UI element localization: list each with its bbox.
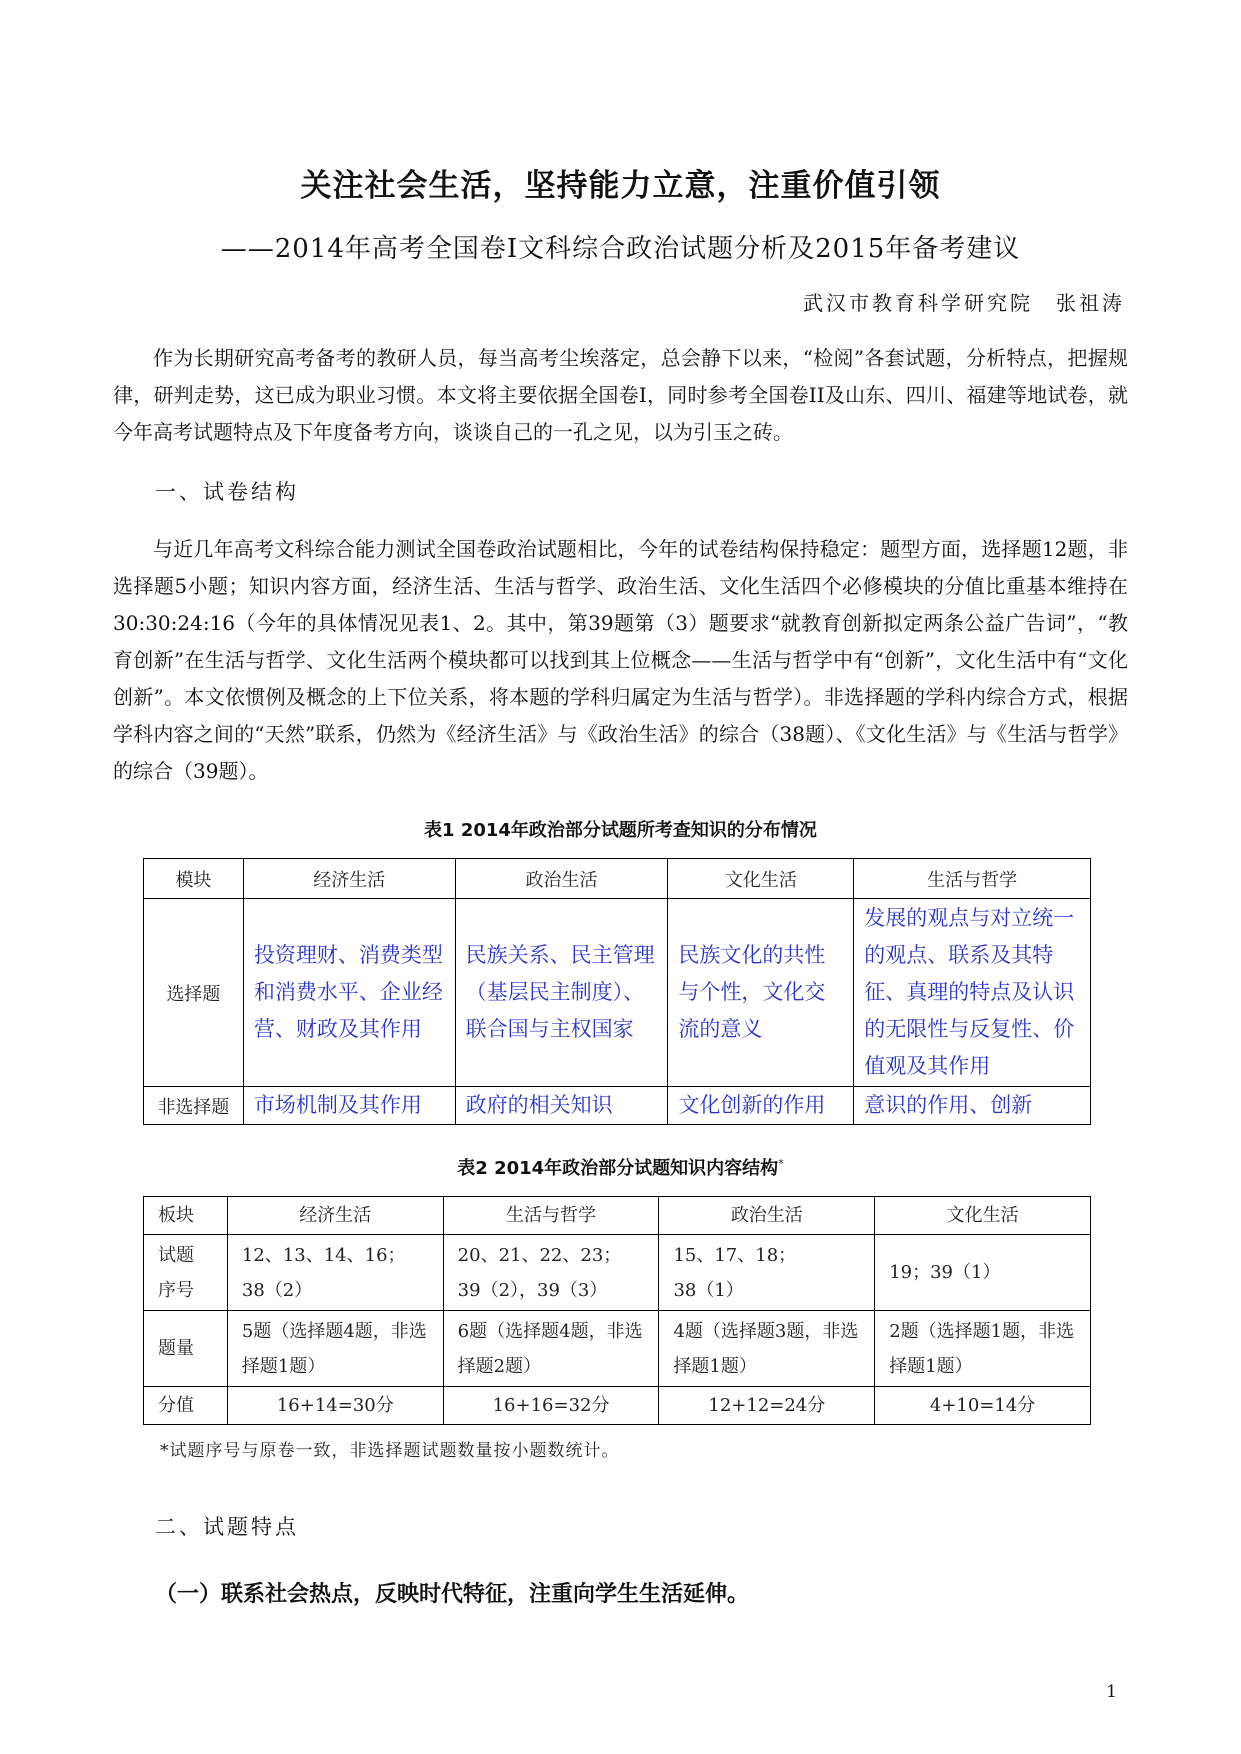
- table2-cell: 4+10=14分: [875, 1387, 1091, 1425]
- knowledge-distribution-table: [143, 858, 1091, 1125]
- table2-cell: 4题（选择题3题，非选择题1题）: [659, 1311, 875, 1387]
- table2-cell: 6题（选择题4题，非选择题2题）: [443, 1311, 659, 1387]
- table2-row-label-number: [144, 1235, 228, 1311]
- table2-cell-line: 20、21、22、23；: [457, 1244, 622, 1266]
- article-title: 关注社会生活，坚持能力立意，注重价值引领: [300, 168, 941, 204]
- table2-cell-line: 39（2），39（3）: [457, 1279, 608, 1301]
- table1-header-module: 模块: [144, 859, 244, 899]
- table2-cell: 12+12=24分: [659, 1387, 875, 1425]
- table2-cell: 19；39（1）: [875, 1235, 1091, 1311]
- table2-label-line: 序号: [158, 1279, 194, 1301]
- table2-cell-line: 12、13、14、16；: [241, 1244, 406, 1266]
- table1-header-politics: 政治生活: [455, 859, 668, 899]
- table2-label-line: 试题: [158, 1244, 194, 1266]
- table2-cell-line: 15、17、18；: [673, 1244, 797, 1266]
- table2-cell-line: 38（2）: [241, 1279, 313, 1301]
- section-heading-features: 二、试题特点: [155, 1515, 299, 1539]
- structure-paragraph: 与近几年高考文科综合能力测试全国卷政治试题相比，今年的试卷结构保持稳定：题型方面，选择题12题，非选择题5小题；知识内容方面，经济生活、生活与哲学、政治生活、文化生活四个必修模块的分值比重基本维持在30:30:24:16（今年的具体情况见表1、2。其中，第39题第（3）题要求“就教育创新拟定两条公益广告词”，“教育创新”在生活与哲学、文化生活两个模块都可以找到其上位概念——生活与哲学中有“创新”，文化生活中有“文化创新”。本文依惯例及概念的上下位关系，将本题的学科归属定为生活与哲学）。非选择题的学科内综合方式，根据学科内容之间的“天然”联系，仍然为《经济生活》与《政治生活》的综合（38题）、《文化生活》与《生活与哲学》的综合（39题）。: [113, 537, 1128, 783]
- content-structure-table: [143, 1196, 1091, 1425]
- table2-header-politics: 政治生活: [659, 1197, 875, 1235]
- table2-header-economy: 经济生活: [227, 1197, 443, 1235]
- table2-cell: [659, 1235, 875, 1311]
- table2-row-label-count: 题量: [144, 1311, 228, 1387]
- section-heading-structure: 一、试卷结构: [155, 480, 299, 504]
- page-number: 1: [1106, 1682, 1117, 1702]
- table2-caption: [0, 1154, 1241, 1180]
- table2-row-label-score: 分值: [144, 1387, 228, 1425]
- table2-cell: 16+14=30分: [227, 1387, 443, 1425]
- intro-paragraph: 作为长期研究高考备考的教研人员，每当高考尘埃落定，总会静下以来，“检阅”各套试题，分析特点，把握规律，研判走势，这已成为职业习惯。本文将主要依据全国卷I，同时参考全国卷II及山东、四川、福建等地试卷，就今年高考试题特点及下年度备考方向，谈谈自己的一孔之见，以为引玉之砖。: [113, 346, 1128, 444]
- table2-caption-mark: *: [778, 1157, 784, 1170]
- table1-cell: 发展的观点与对立统一的观点、联系及其特征、真理的特点及认识的无限性与反复性、价值观及其作用: [854, 899, 1091, 1087]
- table1-cell: 文化创新的作用: [668, 1087, 854, 1125]
- table1-cell: 投资理财、消费类型和消费水平、企业经营、财政及其作用: [243, 899, 455, 1087]
- table2-cell: 16+16=32分: [443, 1387, 659, 1425]
- table1-cell: 政府的相关知识: [455, 1087, 668, 1125]
- table2-header-block: 板块: [144, 1197, 228, 1235]
- table1-cell: 民族文化的共性与个性，文化交流的意义: [668, 899, 854, 1087]
- table2-header-culture: 文化生活: [875, 1197, 1091, 1235]
- table2-cell: 5题（选择题4题，非选择题1题）: [227, 1311, 443, 1387]
- article-subtitle: ——2014年高考全国卷I文科综合政治试题分析及2015年备考建议: [220, 234, 1021, 264]
- table2-cell: 2题（选择题1题，非选择题1题）: [875, 1311, 1091, 1387]
- table1-cell: 民族关系、民主管理（基层民主制度）、联合国与主权国家: [455, 899, 668, 1087]
- author-line: 武汉市教育科学研究院 张祖涛: [803, 291, 1125, 315]
- table1-header-economy: 经济生活: [243, 859, 455, 899]
- table2-cell: [227, 1235, 443, 1311]
- table1-row-label-nonchoice: 非选择题: [144, 1087, 244, 1125]
- table2-cell-line: 38（1）: [673, 1279, 744, 1301]
- table1-row-label-choice: 选择题: [144, 899, 244, 1087]
- table1-cell: 市场机制及其作用: [243, 1087, 455, 1125]
- table2-caption-text: 表2 2014年政治部分试题知识内容结构: [457, 1158, 779, 1179]
- table1-caption: 表1 2014年政治部分试题所考查知识的分布情况: [424, 820, 817, 841]
- table-footnote: *试题序号与原卷一致，非选择题试题数量按小题数统计。: [160, 1441, 620, 1461]
- subsection-heading: （一）联系社会热点，反映时代特征，注重向学生生活延伸。: [155, 1582, 750, 1607]
- table2-header-philosophy: 生活与哲学: [443, 1197, 659, 1235]
- table1-header-philosophy: 生活与哲学: [854, 859, 1091, 899]
- table2-cell: [443, 1235, 659, 1311]
- table1-header-culture: 文化生活: [668, 859, 854, 899]
- table1-cell: 意识的作用、创新: [854, 1087, 1091, 1125]
